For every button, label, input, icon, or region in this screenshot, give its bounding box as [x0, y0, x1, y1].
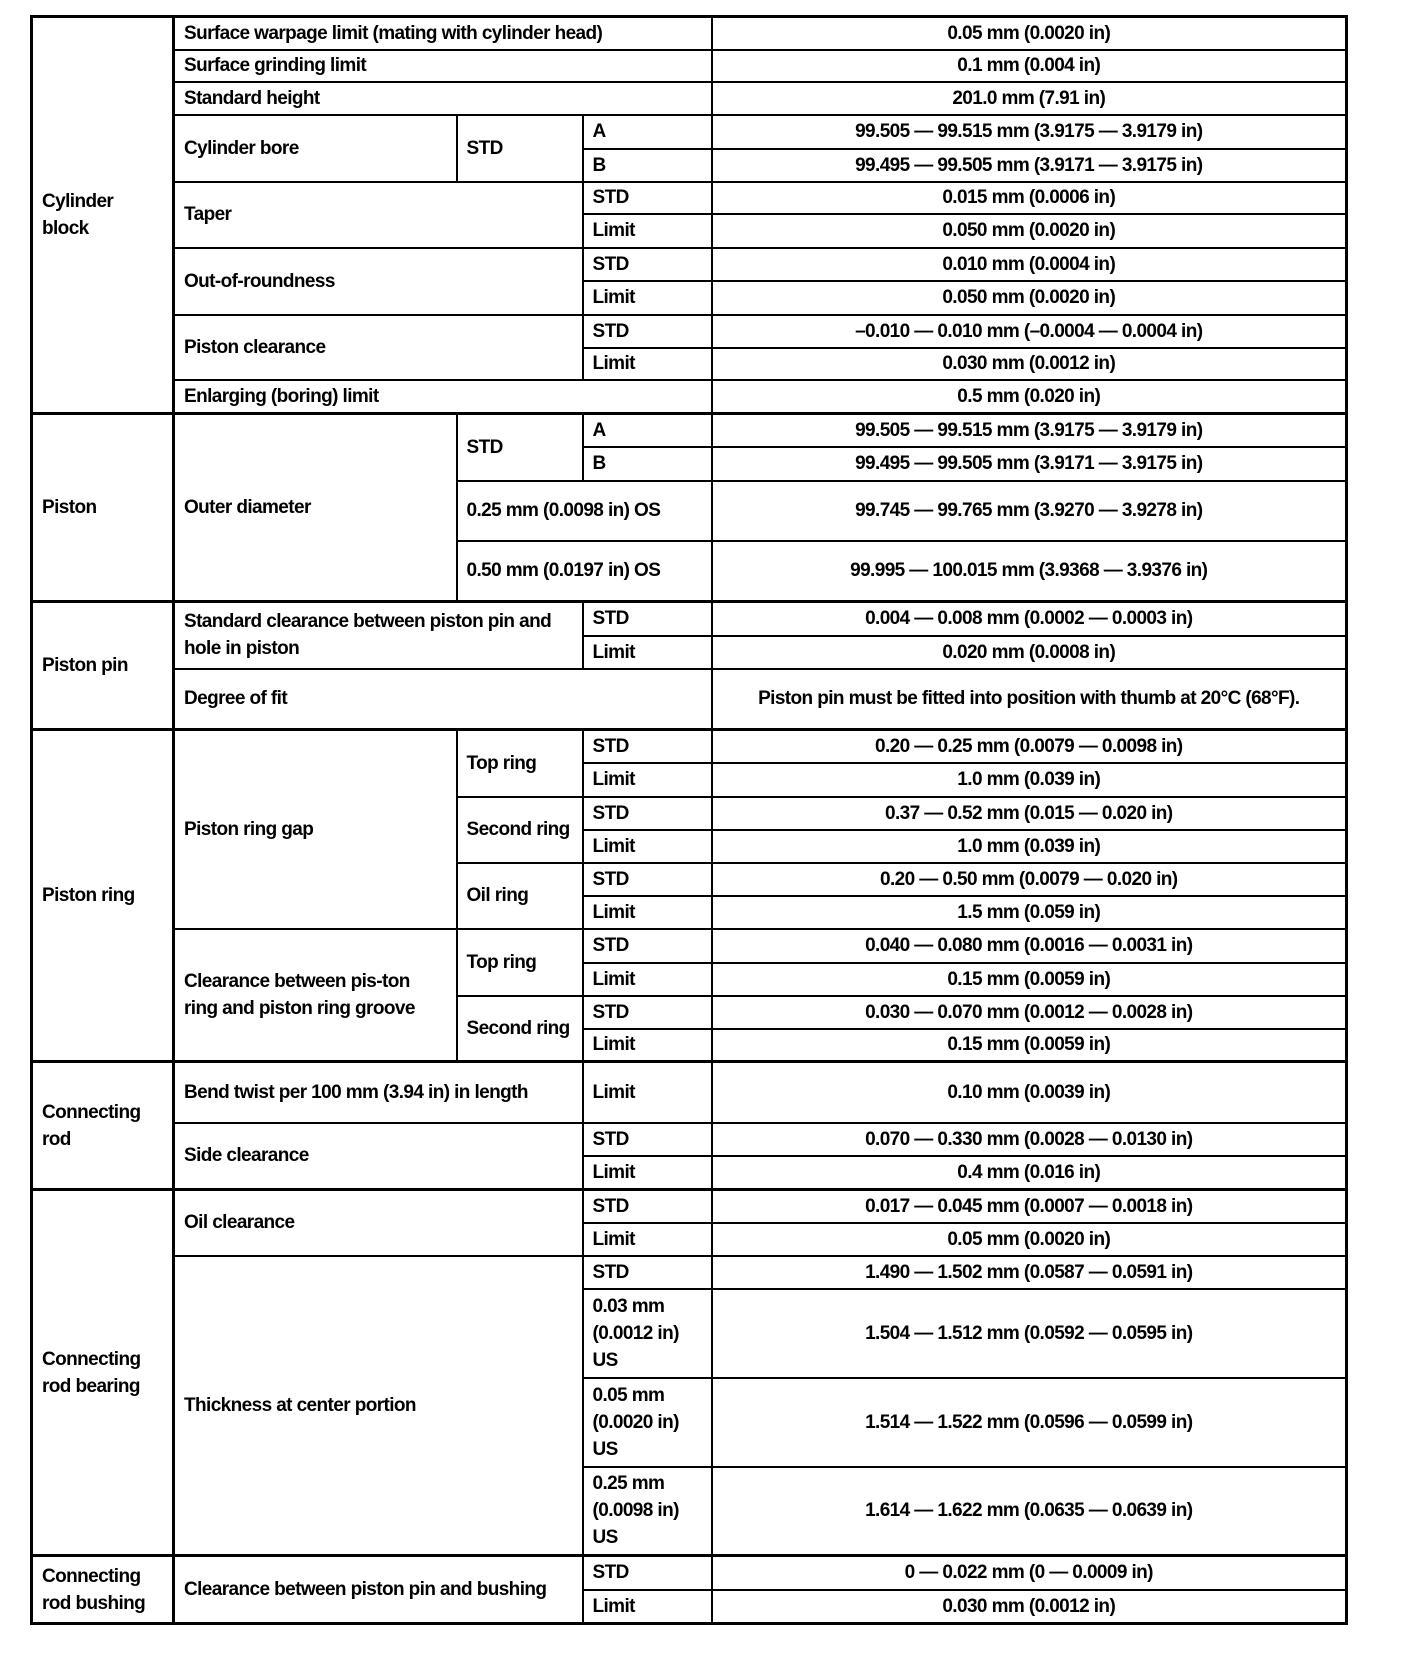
limit-label: Limit — [583, 1156, 712, 1190]
limit-label: Limit — [583, 281, 712, 315]
item-label: Clearance between piston pin and bushing — [174, 1556, 583, 1624]
oversize-label: 0.25 mm (0.0098 in) OS — [457, 481, 712, 541]
value: 0 — 0.022 mm (0 — 0.0009 in) — [712, 1556, 1347, 1590]
value: Piston pin must be fitted into position with thumb at 20°C (68°F). — [712, 669, 1347, 730]
item-label: Surface grinding limit — [174, 50, 712, 82]
std-label: STD — [583, 929, 712, 963]
limit-label: Limit — [583, 830, 712, 863]
std-label: STD — [583, 1256, 712, 1289]
item-label: Piston clearance — [174, 315, 583, 380]
value: 1.490 — 1.502 mm (0.0587 — 0.0591 in) — [712, 1256, 1347, 1289]
value: 1.514 — 1.522 mm (0.0596 — 0.0599 in) — [712, 1378, 1347, 1467]
item-label: Oil clearance — [174, 1190, 583, 1256]
undersize-label: 0.25 mm (0.0098 in) US — [583, 1467, 712, 1556]
ring-label: Second ring — [457, 797, 583, 863]
value: 99.995 — 100.015 mm (3.9368 — 3.9376 in) — [712, 541, 1347, 602]
limit-label: Limit — [583, 1223, 712, 1256]
value: 0.05 mm (0.0020 in) — [712, 1223, 1347, 1256]
ring-label: Second ring — [457, 996, 583, 1062]
category-connecting-rod-bearing: Connecting rod bearing — [32, 1190, 174, 1556]
item-label: Piston ring gap — [174, 730, 457, 929]
value: 0.020 mm (0.0008 in) — [712, 636, 1347, 669]
item-label: Surface warpage limit (mating with cylinder head) — [174, 17, 712, 50]
value: 99.505 — 99.515 mm (3.9175 — 3.9179 in) — [712, 115, 1347, 149]
sub-label: STD — [457, 115, 583, 182]
value: 1.0 mm (0.039 in) — [712, 763, 1347, 797]
value: 1.614 — 1.622 mm (0.0635 — 0.0639 in) — [712, 1467, 1347, 1556]
value: 0.070 — 0.330 mm (0.0028 — 0.0130 in) — [712, 1123, 1347, 1156]
item-label: Side clearance — [174, 1123, 583, 1190]
limit-label: Limit — [583, 348, 712, 380]
limit-label: Limit — [583, 963, 712, 996]
engine-specifications-table — [30, 15, 1348, 1625]
grade-label: B — [583, 447, 712, 481]
item-label: Degree of fit — [174, 669, 712, 730]
value: 0.20 — 0.25 mm (0.0079 — 0.0098 in) — [712, 730, 1347, 763]
value: 0.5 mm (0.020 in) — [712, 380, 1347, 414]
value: 0.1 mm (0.004 in) — [712, 50, 1347, 82]
std-label: STD — [583, 1556, 712, 1590]
std-label: STD — [583, 1123, 712, 1156]
value: 99.495 — 99.505 mm (3.9171 — 3.9175 in) — [712, 149, 1347, 182]
limit-label: Limit — [583, 214, 712, 248]
value: 0.10 mm (0.0039 in) — [712, 1062, 1347, 1123]
std-label: STD — [583, 602, 712, 636]
value: 0.015 mm (0.0006 in) — [712, 182, 1347, 214]
item-label: Cylinder bore — [174, 115, 457, 182]
item-label: Taper — [174, 182, 583, 248]
grade-label: B — [583, 149, 712, 182]
category-connecting-rod-bushing: Connecting rod bushing — [32, 1556, 174, 1624]
limit-label: Limit — [583, 1029, 712, 1062]
value: 0.050 mm (0.0020 in) — [712, 214, 1347, 248]
value: 0.15 mm (0.0059 in) — [712, 963, 1347, 996]
oversize-label: 0.50 mm (0.0197 in) OS — [457, 541, 712, 602]
undersize-label: 0.05 mm (0.0020 in) US — [583, 1378, 712, 1467]
limit-label: Limit — [583, 636, 712, 669]
value: 0.050 mm (0.0020 in) — [712, 281, 1347, 315]
item-label: Enlarging (boring) limit — [174, 380, 712, 414]
value: 0.004 — 0.008 mm (0.0002 — 0.0003 in) — [712, 602, 1347, 636]
value: 0.05 mm (0.0020 in) — [712, 17, 1347, 50]
std-label: STD — [583, 730, 712, 763]
ring-label: Top ring — [457, 730, 583, 797]
std-label: STD — [583, 248, 712, 281]
item-label: Standard height — [174, 82, 712, 115]
category-piston: Piston — [32, 414, 174, 602]
std-label: STD — [583, 863, 712, 896]
value: 0.010 mm (0.0004 in) — [712, 248, 1347, 281]
item-label: Outer diameter — [174, 414, 457, 602]
category-connecting-rod: Connecting rod — [32, 1062, 174, 1190]
undersize-label: 0.03 mm (0.0012 in) US — [583, 1289, 712, 1378]
value: 0.15 mm (0.0059 in) — [712, 1029, 1347, 1062]
std-label: STD — [583, 315, 712, 348]
value: 1.504 — 1.512 mm (0.0592 — 0.0595 in) — [712, 1289, 1347, 1378]
value: 201.0 mm (7.91 in) — [712, 82, 1347, 115]
value: 0.20 — 0.50 mm (0.0079 — 0.020 in) — [712, 863, 1347, 896]
value: 0.030 mm (0.0012 in) — [712, 348, 1347, 380]
ring-label: Top ring — [457, 929, 583, 996]
std-label: STD — [583, 996, 712, 1029]
std-label: STD — [583, 182, 712, 214]
sub-label: STD — [457, 414, 583, 481]
grade-label: A — [583, 414, 712, 447]
item-label: Clearance between pis-ton ring and piston ring groove — [174, 929, 457, 1062]
grade-label: A — [583, 115, 712, 149]
value: –0.010 — 0.010 mm (–0.0004 — 0.0004 in) — [712, 315, 1347, 348]
category-piston-ring: Piston ring — [32, 730, 174, 1062]
limit-label: Limit — [583, 896, 712, 929]
item-label: Thickness at center portion — [174, 1256, 583, 1556]
value: 99.505 — 99.515 mm (3.9175 — 3.9179 in) — [712, 414, 1347, 447]
value: 0.37 — 0.52 mm (0.015 — 0.020 in) — [712, 797, 1347, 830]
value: 1.0 mm (0.039 in) — [712, 830, 1347, 863]
value: 1.5 mm (0.059 in) — [712, 896, 1347, 929]
item-label: Bend twist per 100 mm (3.94 in) in length — [174, 1062, 583, 1123]
value: 0.030 mm (0.0012 in) — [712, 1590, 1347, 1624]
limit-label: Limit — [583, 1062, 712, 1123]
item-label: Standard clearance between piston pin and hole in piston — [174, 602, 583, 669]
category-cylinder-block: Cylinder block — [32, 17, 174, 414]
value: 99.745 — 99.765 mm (3.9270 — 3.9278 in) — [712, 481, 1347, 541]
ring-label: Oil ring — [457, 863, 583, 929]
limit-label: Limit — [583, 763, 712, 797]
std-label: STD — [583, 797, 712, 830]
category-piston-pin: Piston pin — [32, 602, 174, 730]
value: 0.017 — 0.045 mm (0.0007 — 0.0018 in) — [712, 1190, 1347, 1223]
limit-label: Limit — [583, 1590, 712, 1624]
value: 0.030 — 0.070 mm (0.0012 — 0.0028 in) — [712, 996, 1347, 1029]
value: 0.4 mm (0.016 in) — [712, 1156, 1347, 1190]
value: 99.495 — 99.505 mm (3.9171 — 3.9175 in) — [712, 447, 1347, 481]
std-label: STD — [583, 1190, 712, 1223]
value: 0.040 — 0.080 mm (0.0016 — 0.0031 in) — [712, 929, 1347, 963]
item-label: Out-of-roundness — [174, 248, 583, 315]
